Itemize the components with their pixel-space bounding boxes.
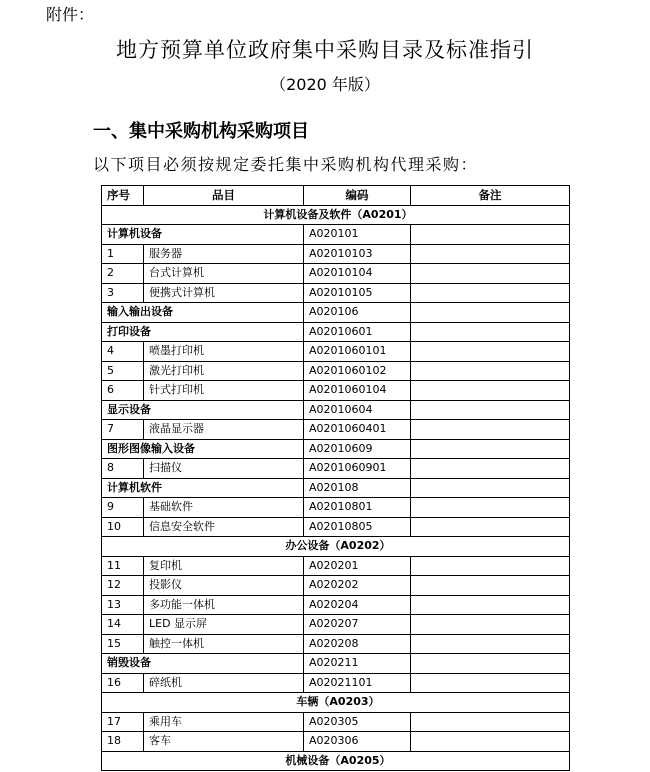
remark-cell bbox=[411, 615, 570, 635]
remark-cell bbox=[411, 576, 570, 596]
item-name: LED 显示屏 bbox=[144, 615, 304, 635]
group-row bbox=[102, 751, 570, 771]
table-row bbox=[102, 361, 570, 381]
remark-cell bbox=[411, 459, 570, 479]
table-row bbox=[102, 595, 570, 615]
code-cell: A02010604 bbox=[304, 400, 411, 420]
item-name: 多功能一体机 bbox=[144, 595, 304, 615]
header-remark: 备注 bbox=[411, 186, 570, 206]
header-seq: 序号 bbox=[102, 186, 144, 206]
item-name: 液晶显示器 bbox=[144, 420, 304, 440]
item-name: 针式打印机 bbox=[144, 381, 304, 401]
code-cell: A020306 bbox=[304, 732, 411, 752]
item-name: 客车 bbox=[144, 732, 304, 752]
code-cell: A02010609 bbox=[304, 439, 411, 459]
table-row bbox=[102, 264, 570, 284]
seq-cell: 18 bbox=[102, 732, 144, 752]
seq-cell: 10 bbox=[102, 517, 144, 537]
remark-cell bbox=[411, 654, 570, 674]
table-row bbox=[102, 732, 570, 752]
table-row bbox=[102, 673, 570, 693]
category-row bbox=[102, 478, 570, 498]
remark-cell bbox=[411, 322, 570, 342]
code-cell: A020101 bbox=[304, 225, 411, 245]
code-cell: A02010105 bbox=[304, 283, 411, 303]
group-row bbox=[102, 693, 570, 713]
table-row bbox=[102, 420, 570, 440]
category-row bbox=[102, 322, 570, 342]
remark-cell bbox=[411, 673, 570, 693]
intro-text: 以下项目必须按规定委托集中采购机构代理采购： bbox=[93, 155, 479, 174]
remark-cell bbox=[411, 400, 570, 420]
category-row bbox=[102, 654, 570, 674]
code-cell: A0201060104 bbox=[304, 381, 411, 401]
table-row bbox=[102, 712, 570, 732]
category-name: 计算机设备 bbox=[102, 225, 304, 245]
code-cell: A020204 bbox=[304, 595, 411, 615]
remark-cell bbox=[411, 712, 570, 732]
seq-cell: 2 bbox=[102, 264, 144, 284]
code-cell: A0201060901 bbox=[304, 459, 411, 479]
category-name: 输入输出设备 bbox=[102, 303, 304, 323]
code-cell: A02010103 bbox=[304, 244, 411, 264]
item-name: 乘用车 bbox=[144, 712, 304, 732]
item-name: 扫描仪 bbox=[144, 459, 304, 479]
document-title: 地方预算单位政府集中采购目录及标准指引 bbox=[116, 38, 534, 62]
code-cell: A020207 bbox=[304, 615, 411, 635]
item-name: 信息安全软件 bbox=[144, 517, 304, 537]
code-cell: A020208 bbox=[304, 634, 411, 654]
table-row bbox=[102, 498, 570, 518]
item-name: 便携式计算机 bbox=[144, 283, 304, 303]
section-heading: 一、集中采购机构采购项目 bbox=[93, 121, 309, 142]
header-code: 编码 bbox=[304, 186, 411, 206]
procurement-catalog-table bbox=[101, 185, 570, 771]
code-cell: A020108 bbox=[304, 478, 411, 498]
table-row bbox=[102, 342, 570, 362]
table-row bbox=[102, 244, 570, 264]
item-name: 复印机 bbox=[144, 556, 304, 576]
remark-cell bbox=[411, 517, 570, 537]
remark-cell bbox=[411, 264, 570, 284]
seq-cell: 1 bbox=[102, 244, 144, 264]
remark-cell bbox=[411, 478, 570, 498]
remark-cell bbox=[411, 361, 570, 381]
category-name: 显示设备 bbox=[102, 400, 304, 420]
table-row bbox=[102, 283, 570, 303]
group-row bbox=[102, 537, 570, 557]
seq-cell: 17 bbox=[102, 712, 144, 732]
item-name: 投影仪 bbox=[144, 576, 304, 596]
group-title: 计算机设备及软件（A0201） bbox=[102, 205, 570, 225]
item-name: 基础软件 bbox=[144, 498, 304, 518]
category-row bbox=[102, 303, 570, 323]
seq-cell: 9 bbox=[102, 498, 144, 518]
seq-cell: 11 bbox=[102, 556, 144, 576]
table-row bbox=[102, 459, 570, 479]
table-body bbox=[102, 205, 570, 771]
table-row bbox=[102, 381, 570, 401]
category-row bbox=[102, 400, 570, 420]
item-name: 台式计算机 bbox=[144, 264, 304, 284]
seq-cell: 15 bbox=[102, 634, 144, 654]
item-name: 激光打印机 bbox=[144, 361, 304, 381]
category-name: 打印设备 bbox=[102, 322, 304, 342]
item-name: 喷墨打印机 bbox=[144, 342, 304, 362]
code-cell: A020106 bbox=[304, 303, 411, 323]
attachment-label: 附件： bbox=[46, 5, 95, 24]
item-name: 触控一体机 bbox=[144, 634, 304, 654]
group-row bbox=[102, 205, 570, 225]
remark-cell bbox=[411, 595, 570, 615]
code-cell: A0201060102 bbox=[304, 361, 411, 381]
remark-cell bbox=[411, 556, 570, 576]
category-row bbox=[102, 225, 570, 245]
remark-cell bbox=[411, 381, 570, 401]
item-name: 服务器 bbox=[144, 244, 304, 264]
code-cell: A0201060401 bbox=[304, 420, 411, 440]
group-title: 办公设备（A0202） bbox=[102, 537, 570, 557]
seq-cell: 8 bbox=[102, 459, 144, 479]
code-cell: A02010601 bbox=[304, 322, 411, 342]
group-title: 车辆（A0203） bbox=[102, 693, 570, 713]
seq-cell: 3 bbox=[102, 283, 144, 303]
remark-cell bbox=[411, 342, 570, 362]
remark-cell bbox=[411, 420, 570, 440]
table-row bbox=[102, 576, 570, 596]
remark-cell bbox=[411, 244, 570, 264]
table-header-row bbox=[102, 186, 570, 206]
remark-cell bbox=[411, 303, 570, 323]
table-row bbox=[102, 615, 570, 635]
seq-cell: 12 bbox=[102, 576, 144, 596]
seq-cell: 6 bbox=[102, 381, 144, 401]
remark-cell bbox=[411, 283, 570, 303]
remark-cell bbox=[411, 498, 570, 518]
table-row bbox=[102, 634, 570, 654]
code-cell: A0201060101 bbox=[304, 342, 411, 362]
header-item: 品目 bbox=[144, 186, 304, 206]
remark-cell bbox=[411, 634, 570, 654]
seq-cell: 7 bbox=[102, 420, 144, 440]
table-row bbox=[102, 556, 570, 576]
code-cell: A02010801 bbox=[304, 498, 411, 518]
category-name: 计算机软件 bbox=[102, 478, 304, 498]
seq-cell: 4 bbox=[102, 342, 144, 362]
code-cell: A020201 bbox=[304, 556, 411, 576]
code-cell: A02021101 bbox=[304, 673, 411, 693]
category-name: 图形图像输入设备 bbox=[102, 439, 304, 459]
code-cell: A020202 bbox=[304, 576, 411, 596]
seq-cell: 5 bbox=[102, 361, 144, 381]
edition-label: （2020 年版） bbox=[270, 75, 380, 94]
category-name: 销毁设备 bbox=[102, 654, 304, 674]
remark-cell bbox=[411, 225, 570, 245]
code-cell: A020211 bbox=[304, 654, 411, 674]
group-title: 机械设备（A0205） bbox=[102, 751, 570, 771]
category-row bbox=[102, 439, 570, 459]
remark-cell bbox=[411, 439, 570, 459]
seq-cell: 13 bbox=[102, 595, 144, 615]
item-name: 碎纸机 bbox=[144, 673, 304, 693]
remark-cell bbox=[411, 732, 570, 752]
seq-cell: 16 bbox=[102, 673, 144, 693]
seq-cell: 14 bbox=[102, 615, 144, 635]
code-cell: A020305 bbox=[304, 712, 411, 732]
table-row bbox=[102, 517, 570, 537]
code-cell: A02010104 bbox=[304, 264, 411, 284]
code-cell: A02010805 bbox=[304, 517, 411, 537]
